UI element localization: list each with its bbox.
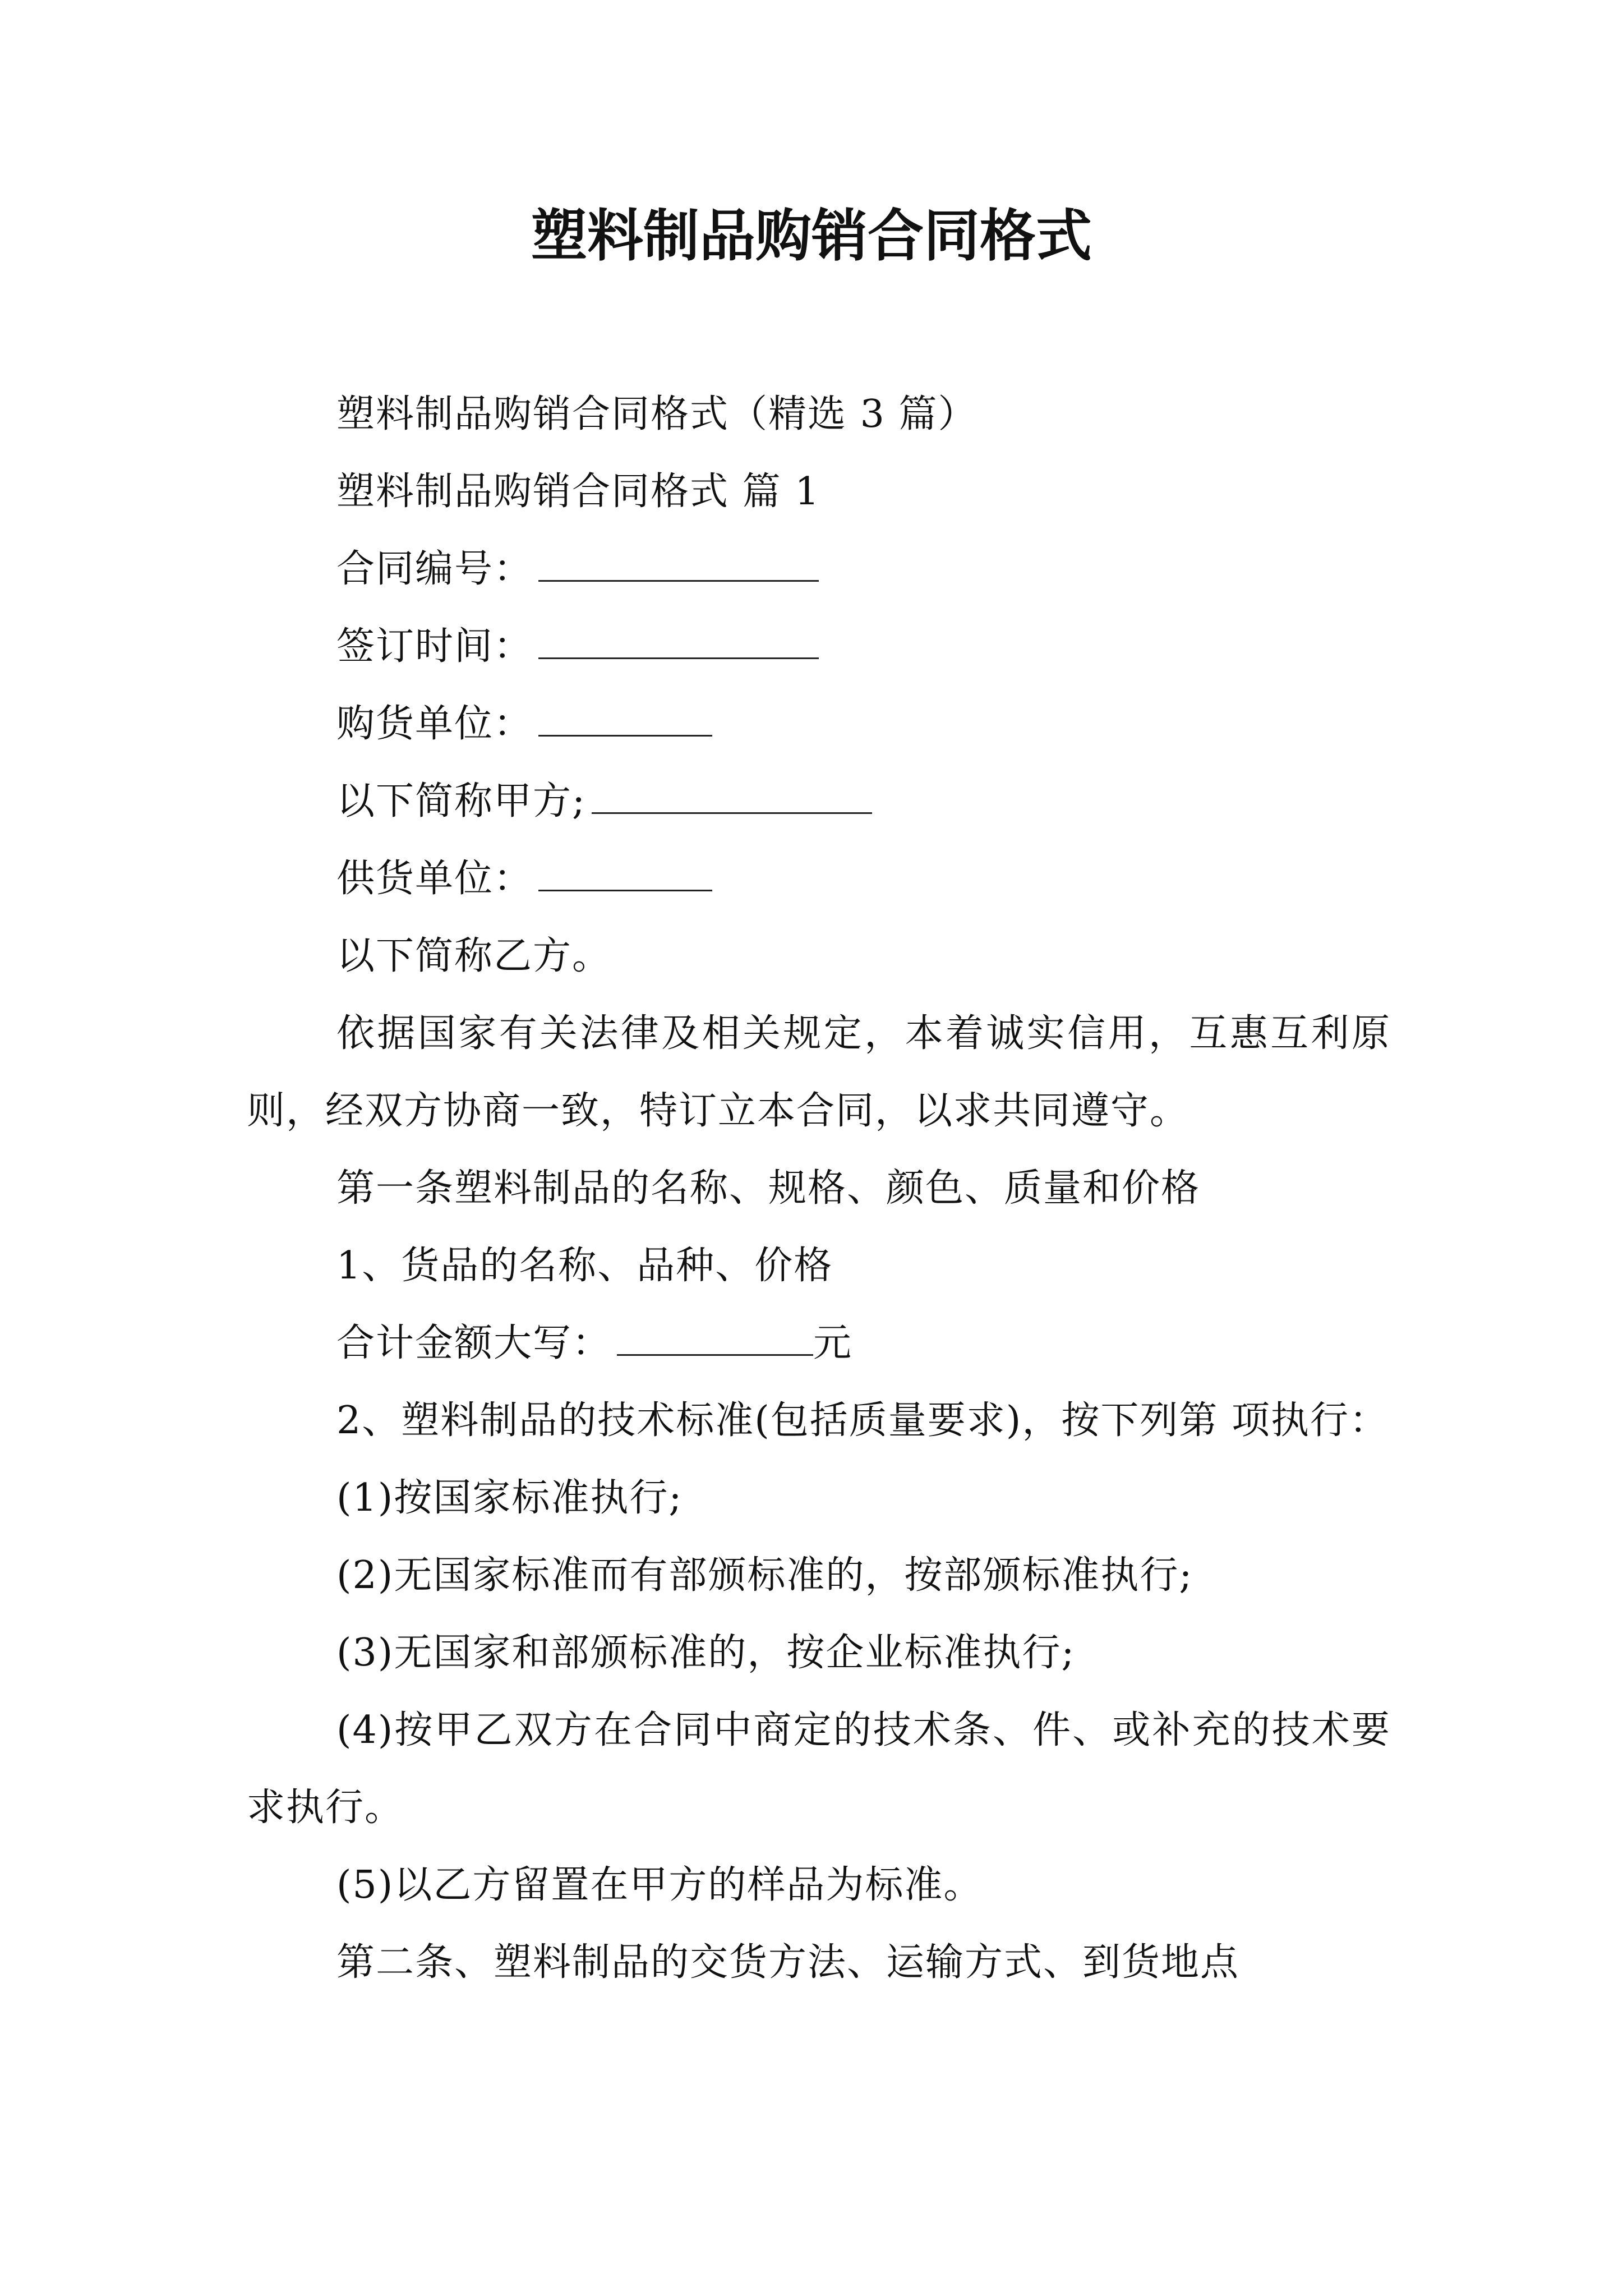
contract-number-label: 合同编号： [336,547,533,591]
preamble-paragraph: 依据国家有关法律及相关规定，本着诚实信用，互惠互利原则，经双方协商一致，特订立本合同，以求共同遵守。 [247,1011,1391,1133]
supplier-label: 供货单位： [336,857,533,901]
total-amount-line [247,1305,1391,1382]
buyer-blank [538,701,712,737]
party-a-label: 以下简称甲方; [336,779,586,823]
standard-option-1: (1)按国家标准执行; [336,1476,683,1520]
supplier-blank [538,856,712,891]
article-two-heading: 第二条、塑料制品的交货方法、运输方式、到货地点 [336,1940,1240,1985]
standard-option-5: (5)以乙方留置在甲方的样品为标准。 [336,1863,983,1907]
party-a-blank [592,779,872,814]
standard-option-4: (4)按甲乙双方在合同中商定的技术条、件、或补充的技术要求执行。 [247,1708,1391,1830]
paragraph-subtitle: 塑料制品购销合同格式（精选 3 篇） [336,392,978,436]
standard-option-2: (2)无国家标准而有部颁标准的，按部颁标准执行; [336,1553,1193,1598]
signing-time-label: 签订时间： [336,624,533,669]
item-1-line: 1、货品的名称、品种、价格 [336,1244,833,1288]
contract-number-blank [538,546,819,582]
total-amount-label: 合计金额大写： [336,1321,612,1365]
buyer-line [247,685,1391,763]
supplier-line [247,840,1391,918]
document-title: 塑料制品购销合同格式 [531,203,1092,269]
party-b-line: 以下简称乙方。 [336,934,612,978]
article-one-heading: 第一条塑料制品的名称、规格、颜色、质量和价格 [336,1166,1201,1211]
contract-number-line [247,531,1391,608]
item-2-paragraph: 2、塑料制品的技术标准(包括质量要求)，按下列第 项执行： [336,1398,1389,1443]
standard-option-3: (3)无国家和部颁标准的，按企业标准执行; [336,1631,1076,1675]
signing-time-blank [538,624,819,659]
paragraph-section-heading: 塑料制品购销合同格式 篇 1 [336,470,820,514]
total-amount-blank [617,1320,813,1356]
party-a-line [247,763,1391,840]
signing-time-line [247,608,1391,685]
total-amount-unit: 元 [813,1321,853,1365]
document-body [247,376,1391,2001]
buyer-label: 购货单位： [336,702,533,746]
